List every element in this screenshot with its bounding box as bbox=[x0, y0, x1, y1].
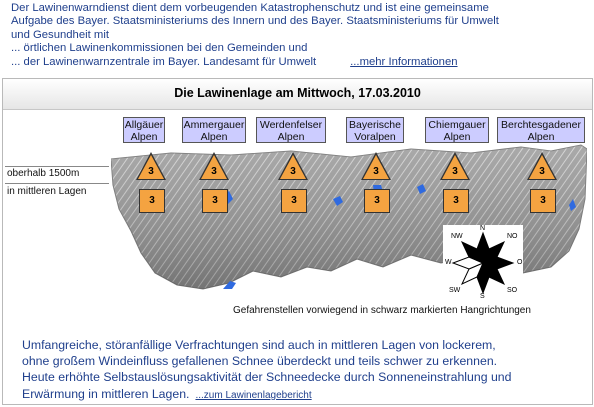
intro-line: ... örtlichen Lawinenkommissionen bei den Gemeinden und bbox=[11, 42, 308, 55]
region-name-line2: Alpen bbox=[527, 131, 555, 143]
region-name-line1: Bayerische bbox=[349, 119, 401, 131]
danger-square-chiemgauer: 3 bbox=[443, 189, 469, 213]
danger-square-ammergauer: 3 bbox=[202, 189, 228, 213]
region-name-line1: Werdenfelser bbox=[259, 119, 323, 131]
report-link[interactable]: ...zum Lawinenlagebericht bbox=[195, 389, 312, 401]
intro-line: Der Lawinenwarndienst dient dem vorbeugenden Katastrophenschutz und ist eine gemeinsame bbox=[11, 2, 489, 14]
danger-square-berchtesgadener: 3 bbox=[530, 189, 556, 213]
danger-level-upper: 3 bbox=[211, 166, 217, 177]
region-name-line2: Alpen bbox=[200, 131, 228, 143]
danger-square-voralpen: 3 bbox=[364, 189, 390, 213]
danger-level-upper: 3 bbox=[452, 166, 458, 177]
row-label-middle: in mittleren Lagen bbox=[7, 186, 87, 197]
danger-square-werdenfelser: 3 bbox=[281, 189, 307, 213]
region-label-ammergauer-alpen[interactable] bbox=[182, 117, 246, 143]
row-label-upper: oberhalb 1500m bbox=[7, 168, 80, 179]
region-name-line1: Ammergauer bbox=[183, 119, 245, 131]
avalanche-report-summary bbox=[22, 337, 582, 404]
report-line: Erwärmung in mittleren Lagen. bbox=[22, 386, 190, 401]
intro-line-last bbox=[11, 56, 591, 69]
compass-label-nw: NW bbox=[451, 233, 463, 240]
compass-caption: Gefahrenstellen vorwiegend in schwarz markierten Hangrichtungen bbox=[233, 305, 531, 316]
compass-label-no: NO bbox=[507, 233, 518, 240]
danger-level-upper: 3 bbox=[539, 166, 545, 177]
region-name-line2: Alpen bbox=[130, 131, 158, 143]
compass-label-n: N bbox=[480, 225, 486, 232]
region-name-line2: Alpen bbox=[277, 131, 305, 143]
intro-line: Aufgabe des Bayer. Staatsministeriums des Innern und des Bayer. Staatsministeriums für Umwelt bbox=[11, 15, 499, 28]
intro-line: und Gesundheit mit bbox=[11, 28, 109, 41]
report-line: ohne großem Windeinfluss gefallenen Schnee überdeckt und teils schwer zu erkennen. bbox=[22, 354, 498, 369]
report-line: Heute erhöhte Selbstauslösungsaktivität der Schneedecke durch Sonneneinstrahlung und bbox=[22, 370, 512, 385]
intro-text bbox=[11, 2, 591, 69]
danger-level-upper: 3 bbox=[373, 166, 379, 177]
avalanche-panel bbox=[2, 78, 593, 405]
region-name-line1: Chiemgauer bbox=[428, 119, 486, 131]
more-info-link[interactable]: ...mehr Informationen bbox=[350, 55, 458, 68]
panel-title: Die Lawinenlage am Mittwoch, 17.03.2010 bbox=[174, 86, 421, 100]
region-name-line2: Alpen bbox=[443, 131, 471, 143]
compass-label-w: W bbox=[445, 259, 452, 266]
region-name-line1: Allgäuer bbox=[124, 119, 164, 131]
compass-label-o: O bbox=[517, 259, 523, 266]
region-label-berchtesgadener-alpen[interactable] bbox=[497, 117, 585, 143]
compass-label-sw: SW bbox=[449, 287, 461, 294]
region-name-line2: Voralpen bbox=[354, 131, 396, 143]
region-name-line1: Berchtesgadener bbox=[501, 119, 581, 131]
row-divider-upper bbox=[5, 166, 109, 167]
row-divider-middle bbox=[5, 183, 109, 184]
intro-line: ... der Lawinenwarnzentrale im Bayer. Landesamt für Umwelt bbox=[11, 55, 317, 68]
report-line: Umfangreiche, störanfällige Verfrachtungen sind auch in mittleren Lagen von lockerem, bbox=[22, 338, 496, 352]
region-label-allgaeuer-alpen[interactable] bbox=[123, 117, 165, 143]
danger-level-upper: 3 bbox=[290, 166, 296, 177]
aspect-compass bbox=[443, 225, 523, 301]
region-label-chiemgauer-alpen[interactable] bbox=[425, 117, 489, 143]
region-label-werdenfelser-alpen[interactable] bbox=[256, 117, 326, 143]
report-line-last bbox=[22, 386, 582, 404]
danger-square-allgaeuer: 3 bbox=[139, 189, 165, 213]
compass-label-so: SO bbox=[507, 287, 518, 294]
danger-level-upper: 3 bbox=[148, 166, 154, 177]
region-label-bayerische-voralpen[interactable] bbox=[346, 117, 404, 143]
compass-label-s: S bbox=[480, 293, 485, 300]
